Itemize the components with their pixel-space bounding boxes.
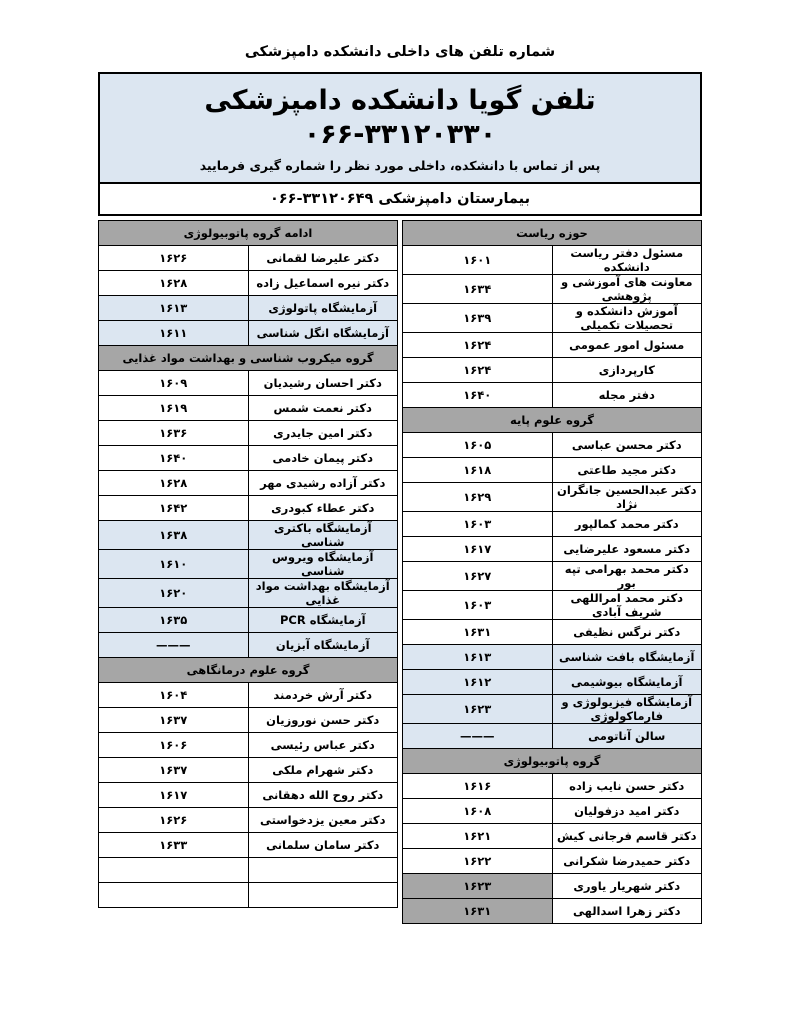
- table-row: [99, 495, 398, 520]
- table-row: [403, 303, 702, 332]
- section-header-label: گروه میکروب شناسی و بهداشت مواد غذایی: [99, 345, 398, 370]
- entry-extension: ۱۶۳۴: [403, 274, 553, 303]
- entry-extension: ۱۶۲۷: [403, 561, 553, 590]
- table-row: [403, 357, 702, 382]
- entry-name: دکتر زهرا اسدالهی: [552, 898, 702, 923]
- entry-extension: ۱۶۳۶: [99, 420, 249, 445]
- table-row: [99, 395, 398, 420]
- entry-name: دکتر سامان سلمانی: [248, 832, 398, 857]
- entry-name: مسئول امور عمومی: [552, 332, 702, 357]
- section-header-row: [99, 657, 398, 682]
- table-row: [99, 632, 398, 657]
- table-row: [403, 245, 702, 274]
- table-row: [403, 873, 702, 898]
- entry-extension: ۱۶۰۵: [403, 432, 553, 457]
- table-row: [403, 457, 702, 482]
- table-row: [403, 848, 702, 873]
- entry-extension: ۱۶۰۸: [403, 798, 553, 823]
- entry-name: دکتر محمد امراللهی شریف آبادی: [552, 590, 702, 619]
- entry-extension: ۱۶۳۷: [99, 707, 249, 732]
- entry-extension: ۱۶۳۱: [403, 898, 553, 923]
- table-row: [99, 682, 398, 707]
- entry-name: دکتر احسان رشیدیان: [248, 370, 398, 395]
- entry-name: دکتر آرش خردمند: [248, 682, 398, 707]
- table-row: [403, 723, 702, 748]
- entry-name: [248, 857, 398, 882]
- entry-extension: ۱۶۲۳: [403, 873, 553, 898]
- table-row: [99, 245, 398, 270]
- entry-extension: ۱۶۱۹: [99, 395, 249, 420]
- table-row: [403, 898, 702, 923]
- table-row: [99, 707, 398, 732]
- table-row: [403, 669, 702, 694]
- entry-extension: ———: [99, 632, 249, 657]
- entry-name: آزمایشگاه بهداشت مواد غذایی: [248, 578, 398, 607]
- table-row: [99, 320, 398, 345]
- table-row: [403, 694, 702, 723]
- table-row: [403, 432, 702, 457]
- entry-name: دکتر حسن نوروزیان: [248, 707, 398, 732]
- entry-name: دکتر پیمان خادمی: [248, 445, 398, 470]
- entry-name: کارپردازی: [552, 357, 702, 382]
- entry-name: دکتر قاسم فرجانی کیش: [552, 823, 702, 848]
- entry-extension: ۱۶۳۷: [99, 757, 249, 782]
- entry-name: آزمایشگاه پاتولوژی: [248, 295, 398, 320]
- section-header-row: [99, 220, 398, 245]
- table-row: [403, 536, 702, 561]
- entry-extension: ۱۶۰۹: [99, 370, 249, 395]
- entry-extension: [99, 857, 249, 882]
- entry-extension: ۱۶۲۴: [403, 332, 553, 357]
- entry-extension: ۱۶۲۰: [99, 578, 249, 607]
- section-header-row: [403, 748, 702, 773]
- entry-name: دکتر شهرام ملکی: [248, 757, 398, 782]
- entry-extension: ۱۶۱۲: [403, 669, 553, 694]
- left-column-table: [98, 220, 398, 908]
- entry-extension: ۱۶۲۸: [99, 270, 249, 295]
- table-row: [403, 619, 702, 644]
- entry-name: دکتر امین جایدری: [248, 420, 398, 445]
- banner-main-number: تلفن گویا دانشکده دامپزشکی ۳۳۱۲۰۳۳۰-۰۶۶: [204, 85, 596, 150]
- table-row: [99, 470, 398, 495]
- table-row: [99, 857, 398, 882]
- entry-name: آزمایشگاه ویروس شناسی: [248, 549, 398, 578]
- entry-name: آزمایشگاه باکتری شناسی: [248, 520, 398, 549]
- entry-name: دکتر محسن عباسی: [552, 432, 702, 457]
- entry-name: معاونت های آموزشی و پژوهشی: [552, 274, 702, 303]
- section-header-row: [99, 345, 398, 370]
- entry-extension: ۱۶۱۰: [99, 549, 249, 578]
- entry-extension: ۱۶۳۹: [403, 303, 553, 332]
- entry-extension: ———: [403, 723, 553, 748]
- entry-name: آموزش دانشکده و تحصیلات تکمیلی: [552, 303, 702, 332]
- entry-extension: ۱۶۱۳: [99, 295, 249, 320]
- left-column: [98, 220, 398, 924]
- entry-name: دکتر حسن نایب زاده: [552, 773, 702, 798]
- entry-extension: ۱۶۳۱: [403, 619, 553, 644]
- entry-name: دکتر محمد بهرامی تپه بور: [552, 561, 702, 590]
- right-column-table: [402, 220, 702, 924]
- table-row: [99, 445, 398, 470]
- entry-name: دکتر عباس رئیسی: [248, 732, 398, 757]
- hospital-number: بیمارستان دامپزشکی ۳۳۱۲۰۶۴۹-۰۶۶: [98, 184, 702, 216]
- entry-extension: ۱۶۲۴: [403, 357, 553, 382]
- table-row: [99, 782, 398, 807]
- right-column: [402, 220, 702, 924]
- section-header-label: گروه پاتوبیولوژی: [403, 748, 702, 773]
- page-title: شماره تلفن های داخلی دانشکده دامپزشکی: [244, 44, 556, 60]
- entry-name: آزمایشگاه بیوشیمی: [552, 669, 702, 694]
- table-row: [99, 295, 398, 320]
- entry-extension: ۱۶۲۲: [403, 848, 553, 873]
- entry-name: [248, 882, 398, 907]
- section-header-row: [403, 220, 702, 245]
- entry-name: دکتر امید دزفولیان: [552, 798, 702, 823]
- entry-name: دکتر مجید طاعتی: [552, 457, 702, 482]
- entry-extension: ۱۶۰۳: [403, 590, 553, 619]
- table-row: [403, 382, 702, 407]
- entry-extension: ۱۶۴۰: [403, 382, 553, 407]
- entry-extension: ۱۶۲۸: [99, 470, 249, 495]
- entry-name: دکتر نعمت شمس: [248, 395, 398, 420]
- entry-name: دکتر عبدالحسین جانگران نژاد: [552, 482, 702, 511]
- entry-extension: ۱۶۱۷: [403, 536, 553, 561]
- section-header-label: گروه علوم پایه: [403, 407, 702, 432]
- table-row: [403, 274, 702, 303]
- entry-extension: ۱۶۳۳: [99, 832, 249, 857]
- table-row: [99, 578, 398, 607]
- entry-name: دکتر شهریار یاوری: [552, 873, 702, 898]
- entry-extension: ۱۶۳۸: [99, 520, 249, 549]
- entry-extension: ۱۶۲۹: [403, 482, 553, 511]
- table-row: [403, 798, 702, 823]
- entry-extension: ۱۶۲۶: [99, 807, 249, 832]
- entry-name: آزمایشگاه آبزیان: [248, 632, 398, 657]
- entry-extension: ۱۶۱۷: [99, 782, 249, 807]
- section-header-row: [403, 407, 702, 432]
- entry-name: آزمایشگاه انگل شناسی: [248, 320, 398, 345]
- entry-extension: ۱۶۳۵: [99, 607, 249, 632]
- table-row: [403, 644, 702, 669]
- entry-extension: ۱۶۴۰: [99, 445, 249, 470]
- table-row: [99, 832, 398, 857]
- entry-name: دکتر عطاء کبودری: [248, 495, 398, 520]
- entry-name: مسئول دفتر ریاست دانشکده: [552, 245, 702, 274]
- section-header-label: گروه علوم درمانگاهی: [99, 657, 398, 682]
- entry-name: آزمایشگاه PCR: [248, 607, 398, 632]
- table-row: [99, 732, 398, 757]
- entry-name: دکتر مسعود علیرضایی: [552, 536, 702, 561]
- entry-name: دکتر حمیدرضا شکرانی: [552, 848, 702, 873]
- entry-extension: ۱۶۰۱: [403, 245, 553, 274]
- table-row: [403, 561, 702, 590]
- table-row: [99, 370, 398, 395]
- table-row: [403, 590, 702, 619]
- entry-extension: ۱۶۱۱: [99, 320, 249, 345]
- entry-extension: ۱۶۱۶: [403, 773, 553, 798]
- table-row: [99, 270, 398, 295]
- directory-grid: [98, 220, 702, 924]
- banner-subtitle: پس از تماس با دانشکده، داخلی مورد نظر را شماره گیری فرمایید: [199, 157, 601, 173]
- table-row: [99, 549, 398, 578]
- entry-extension: ۱۶۱۳: [403, 644, 553, 669]
- entry-extension: ۱۶۴۲: [99, 495, 249, 520]
- entry-extension: ۱۶۰۴: [99, 682, 249, 707]
- entry-extension: [99, 882, 249, 907]
- entry-name: دکتر آزاده رشیدی مهر: [248, 470, 398, 495]
- entry-extension: ۱۶۲۳: [403, 694, 553, 723]
- banner: [98, 72, 702, 184]
- table-row: [99, 607, 398, 632]
- entry-name: دکتر نیره اسماعیل زاده: [248, 270, 398, 295]
- table-row: [99, 420, 398, 445]
- section-header-label: ادامه گروه پاتوبیولوژی: [99, 220, 398, 245]
- table-row: [403, 482, 702, 511]
- entry-extension: ۱۶۱۸: [403, 457, 553, 482]
- entry-name: سالن آناتومی: [552, 723, 702, 748]
- table-row: [403, 773, 702, 798]
- table-row: [99, 882, 398, 907]
- entry-name: دکتر معین یزدخواستی: [248, 807, 398, 832]
- table-row: [403, 823, 702, 848]
- entry-extension: ۱۶۰۳: [403, 511, 553, 536]
- entry-extension: ۱۶۲۶: [99, 245, 249, 270]
- entry-name: دفتر مجله: [552, 382, 702, 407]
- table-row: [99, 520, 398, 549]
- section-header-label: حوزه ریاست: [403, 220, 702, 245]
- table-row: [99, 807, 398, 832]
- entry-name: دکتر نرگس نظیفی: [552, 619, 702, 644]
- entry-name: دکتر علیرضا لقمانی: [248, 245, 398, 270]
- entry-extension: ۱۶۲۱: [403, 823, 553, 848]
- entry-name: دکتر روح الله دهقانی: [248, 782, 398, 807]
- table-row: [403, 511, 702, 536]
- table-row: [403, 332, 702, 357]
- entry-name: دکتر محمد کمالپور: [552, 511, 702, 536]
- entry-name: آزمایشگاه بافت شناسی: [552, 644, 702, 669]
- entry-extension: ۱۶۰۶: [99, 732, 249, 757]
- table-row: [99, 757, 398, 782]
- entry-name: آزمایشگاه فیزیولوژی و فارماکولوژی: [552, 694, 702, 723]
